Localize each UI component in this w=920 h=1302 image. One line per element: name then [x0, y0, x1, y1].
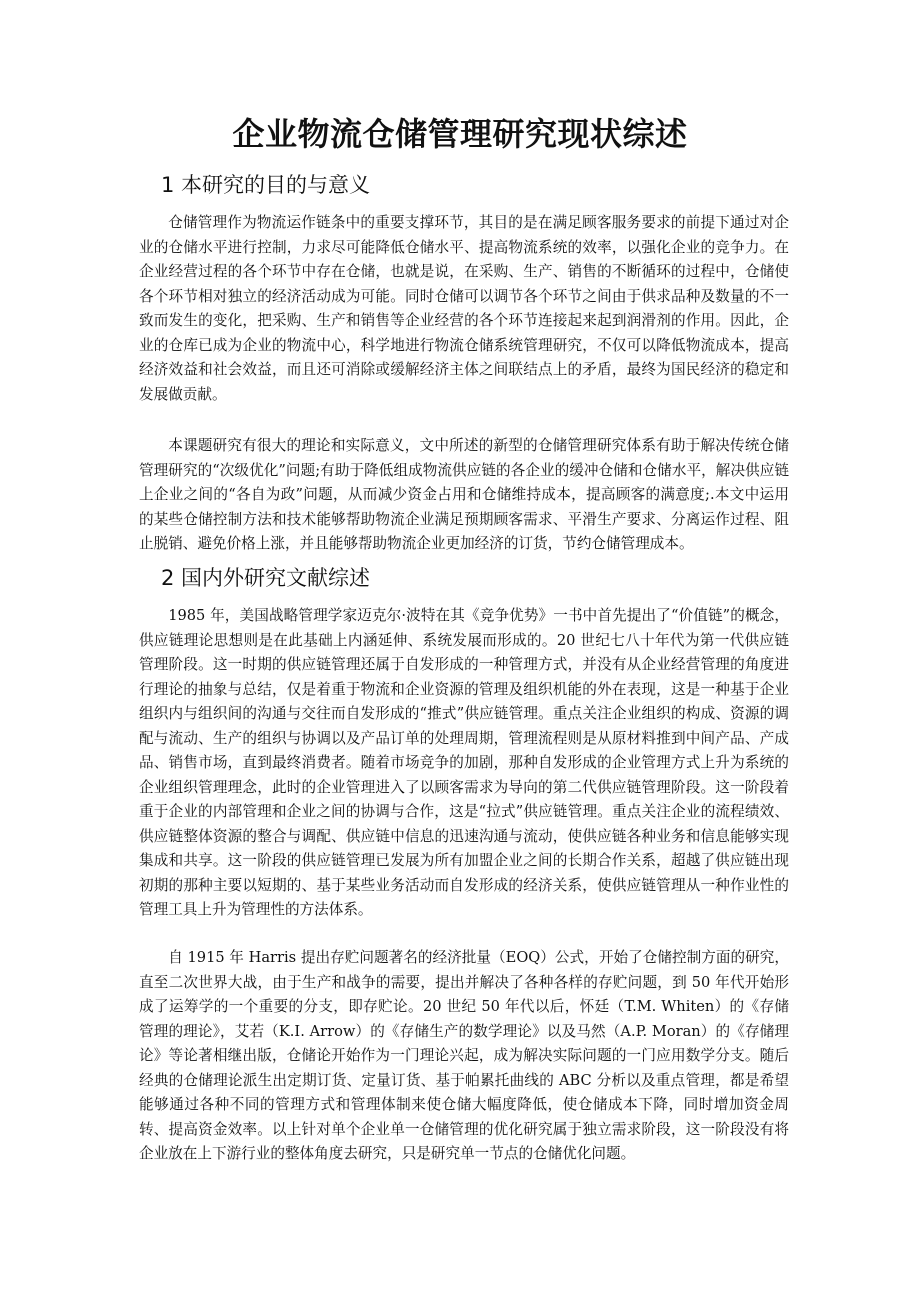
paragraph: 1985 年，美国战略管理学家迈克尔·波特在其《竞争优势》一书中首先提出了“价值链”的概念，供应链理论思想则是在此基础上内涵延伸、系统发展而形成的。20 世纪七八十年代为第一代供应链管理阶段。这一时期的供应链管理还属于自发形成的一种管理方式，并没有从企业经营管理的角度进行理论的抽象与总结，仅是着重于物流和企业资源的管理及组织机能的外在表现，这是一种基于企业组织内与组织间的沟通与交往而自发形成的“推式”供应链管理。重点关注企业组织的构成、资源的调配与流动、生产的组织与协调以及产品订单的处理周期，管理流程则是从原材料推到中间产品、产成品、销售市场，直到最终消费者。随着市场竞争的加剧，那种自发形成的企业管理方式上升为系统的企业组织管理理念，此时的企业管理进入了以顾客需求为导向的第二代供应链管理阶段。这一阶段着重于企业的内部管理和企业之间的协调与合作，这是“拉式”供应链管理。重点关注企业的流程绩效、供应链整体资源的整合与调配、供应链中信息的迅速沟通与流动，使供应链各种业务和信息能够实现集成和共享。这一阶段的供应链管理已发展为所有加盟企业之间的长期合作关系，超越了供应链出现初期的那种主要以短期的、基于某些业务活动而自发形成的经济关系，使供应链管理从一种作业性的管理工具上升为管理性的方法体系。 [139, 607, 789, 918]
document-title: 企业物流仓储管理研究现状综述 [232, 115, 688, 153]
paragraph: 自 1915 年 Harris 提出存贮问题著名的经济批量（EOQ）公式，开始了仓储控制方面的研究，直至二次世界大战，由于生产和战争的需要，提出并解决了各种各样的存贮问题，到 50 年代开始形成了运筹学的一个重要的分支，即存贮论。20 世纪 50 年代以后，怀廷（T.M. Whiten）的《存储管理的理论》，艾若（K.I. Arrow）的《存储生产的数学理论》以及马然（A.P. Moran）的《存储理论》等论著相继出版，仓储论开始作为一门理论兴起，成为解决实际问题的一门应用数学分支。随后经典的仓储理论派生出定期订货、定量订货、基于帕累托曲线的 ABC 分析以及重点管理，都是希望能够通过各种不同的管理方式和管理体制来使仓储大幅度降低，使仓储成本下降，同时增加资金周转、提高资金效率。以上针对单个企业单一仓储管理的优化研究属于独立需求阶段，这一阶段没有将企业放在上下游行业的整体角度去研究，只是研究单一节点的仓储优化问题。 [139, 949, 789, 1162]
section-heading-literature-review: 2 国内外研究文献综述 [161, 566, 371, 590]
section-heading-purpose: 1 本研究的目的与意义 [161, 173, 371, 197]
paragraph: 本课题研究有很大的理论和实际意义，文中所述的新型的仓储管理研究体系有助于解决传统仓储管理研究的“次级优化”问题;有助于降低组成物流供应链的各企业的缓冲仓储和仓储水平，解决供应链上企业之间的“各自为政”问题，从而减少资金占用和仓储维持成本，提高顾客的满意度;.本文中运用的某些仓储控制方法和技术能够帮助物流企业满足预期顾客需求、平滑生产要求、分离运作过程、阻止脱销、避免价格上涨，并且能够帮助物流企业更加经济的订货，节约仓储管理成本。 [139, 437, 789, 552]
paragraph: 仓储管理作为物流运作链条中的重要支撑环节，其目的是在满足顾客服务要求的前提下通过对企业的仓储水平进行控制，力求尽可能降低仓储水平、提高物流系统的效率，以强化企业的竞争力。在企业经营过程的各个环节中存在仓储，也就是说，在采购、生产、销售的不断循环的过程中，仓储使各个环节相对独立的经济活动成为可能。同时仓储可以调节各个环节之间由于供求品种及数量的不一致而发生的变化，把采购、生产和销售等企业经营的各个环节连接起来起到润滑剂的作用。因此，企业的仓库已成为企业的物流中心，科学地进行物流仓储系统管理研究，不仅可以降低物流成本，提高经济效益和社会效益，而且还可消除或缓解经济主体之间联结点上的矛盾，最终为国民经济的稳定和发展做贡献。 [139, 214, 789, 403]
